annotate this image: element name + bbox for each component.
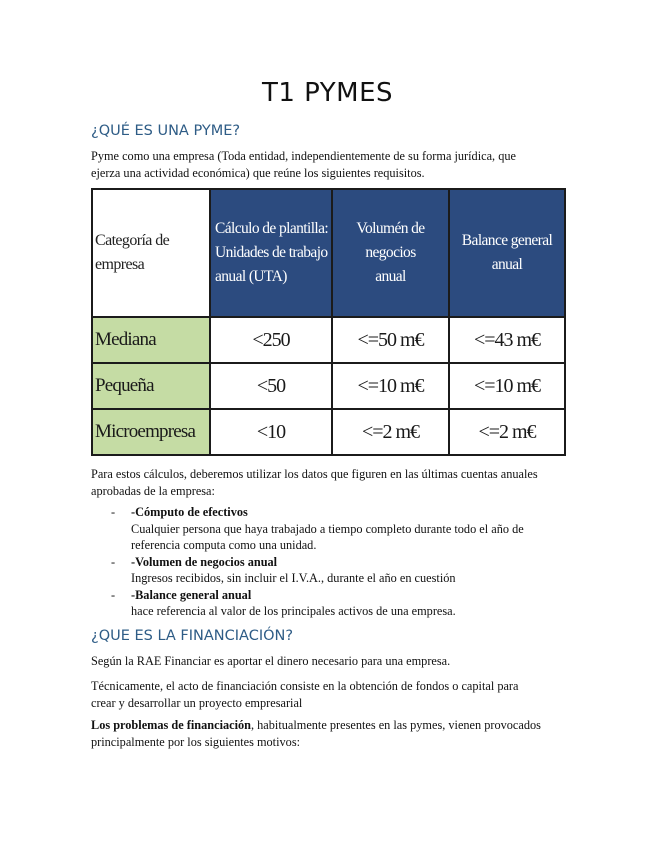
problems-bold-text: Los problemas de financiación bbox=[91, 718, 251, 732]
after-table-line-2: aprobadas de la empresa: bbox=[91, 484, 215, 498]
cell-category: Mediana bbox=[92, 317, 210, 363]
problems-paragraph bbox=[91, 717, 571, 751]
cell-volume: <=2 m€ bbox=[332, 409, 449, 455]
problems-line-1 bbox=[91, 717, 571, 734]
table-row bbox=[92, 363, 565, 409]
cell-category: Microempresa bbox=[92, 409, 210, 455]
list-item-title: -Cómputo de efectivos bbox=[131, 505, 248, 519]
list-item-desc-line-1: hace referencia al valor de los principales activos de una empresa. bbox=[131, 604, 456, 618]
intro-paragraph bbox=[91, 148, 571, 182]
technical-paragraph bbox=[91, 678, 571, 712]
header-uta-line-3: anual (UTA) bbox=[215, 268, 287, 285]
cell-balance: <=10 m€ bbox=[449, 363, 565, 409]
header-uta-line-1: Cálculo de plantilla: bbox=[215, 220, 329, 237]
cell-uta: <50 bbox=[210, 363, 332, 409]
after-table-line-1: Para estos cálculos, deberemos utilizar los datos que figuren en las últimas cuentas anuales bbox=[91, 467, 538, 481]
intro-line-2: ejerza una actividad económica) que reúne los siguientes requisitos. bbox=[91, 166, 425, 180]
page-title: T1 PYMES bbox=[261, 78, 394, 108]
list-dash: - bbox=[111, 505, 116, 519]
list-item-title: -Balance general anual bbox=[131, 587, 252, 602]
list-item-desc-line-1: Ingresos recibidos, sin incluir el I.V.A., durante el año en cuestión bbox=[131, 571, 456, 585]
cell-uta: <250 bbox=[210, 317, 332, 363]
header-uta-line-2: Unidades de trabajo bbox=[215, 244, 328, 261]
list-item bbox=[91, 554, 571, 587]
table-row bbox=[92, 409, 565, 455]
list-item-title: -Volumen de negocios anual bbox=[131, 554, 278, 569]
list-dash: - bbox=[111, 554, 116, 569]
header-uta bbox=[210, 189, 332, 317]
after-table-paragraph bbox=[91, 466, 571, 500]
cell-uta: <10 bbox=[210, 409, 332, 455]
list-dash: - bbox=[111, 587, 116, 602]
list-item-desc-line-2: referencia computa como una unidad. bbox=[131, 538, 317, 552]
table-header-row bbox=[92, 189, 565, 317]
cell-balance: <=2 m€ bbox=[449, 409, 565, 455]
header-volume bbox=[332, 189, 449, 317]
pyme-criteria-table bbox=[91, 188, 566, 456]
technical-line-1: Técnicamente, el acto de financiación consiste en la obtención de fondos o capital para bbox=[91, 679, 519, 693]
header-balance: Balance general anual bbox=[449, 189, 565, 317]
header-volume-line-2: anual bbox=[375, 268, 406, 285]
problems-line-2: principalmente por los siguientes motivos: bbox=[91, 735, 301, 749]
cell-volume: <=10 m€ bbox=[332, 363, 449, 409]
cell-balance: <=43 m€ bbox=[449, 317, 565, 363]
rae-paragraph: Según la RAE Financiar es aportar el dinero necesario para una empresa. bbox=[91, 654, 451, 668]
intro-line-1: Pyme como una empresa (Toda entidad, independientemente de su forma jurídica, que bbox=[91, 149, 516, 163]
technical-line-2: crear y desarrollar un proyecto empresarial bbox=[91, 696, 303, 710]
header-volume-line-1: Volumén de negocios bbox=[356, 220, 425, 261]
header-category: Categoría de empresa bbox=[92, 189, 210, 317]
list-item bbox=[91, 504, 571, 554]
requirements-list bbox=[91, 504, 571, 620]
table-row bbox=[92, 317, 565, 363]
cell-category: Pequeña bbox=[92, 363, 210, 409]
problems-rest-text: , habitualmente presentes en las pymes, vienen provocados bbox=[251, 718, 541, 732]
section-heading-pyme: ¿QUÉ ES UNA PYME? bbox=[91, 123, 241, 139]
section-heading-financiacion: ¿QUE ES LA FINANCIACIÓN? bbox=[91, 628, 294, 644]
list-item bbox=[91, 587, 571, 620]
list-item-desc-line-1: Cualquier persona que haya trabajado a tiempo completo durante todo el año de bbox=[131, 521, 524, 536]
cell-volume: <=50 m€ bbox=[332, 317, 449, 363]
